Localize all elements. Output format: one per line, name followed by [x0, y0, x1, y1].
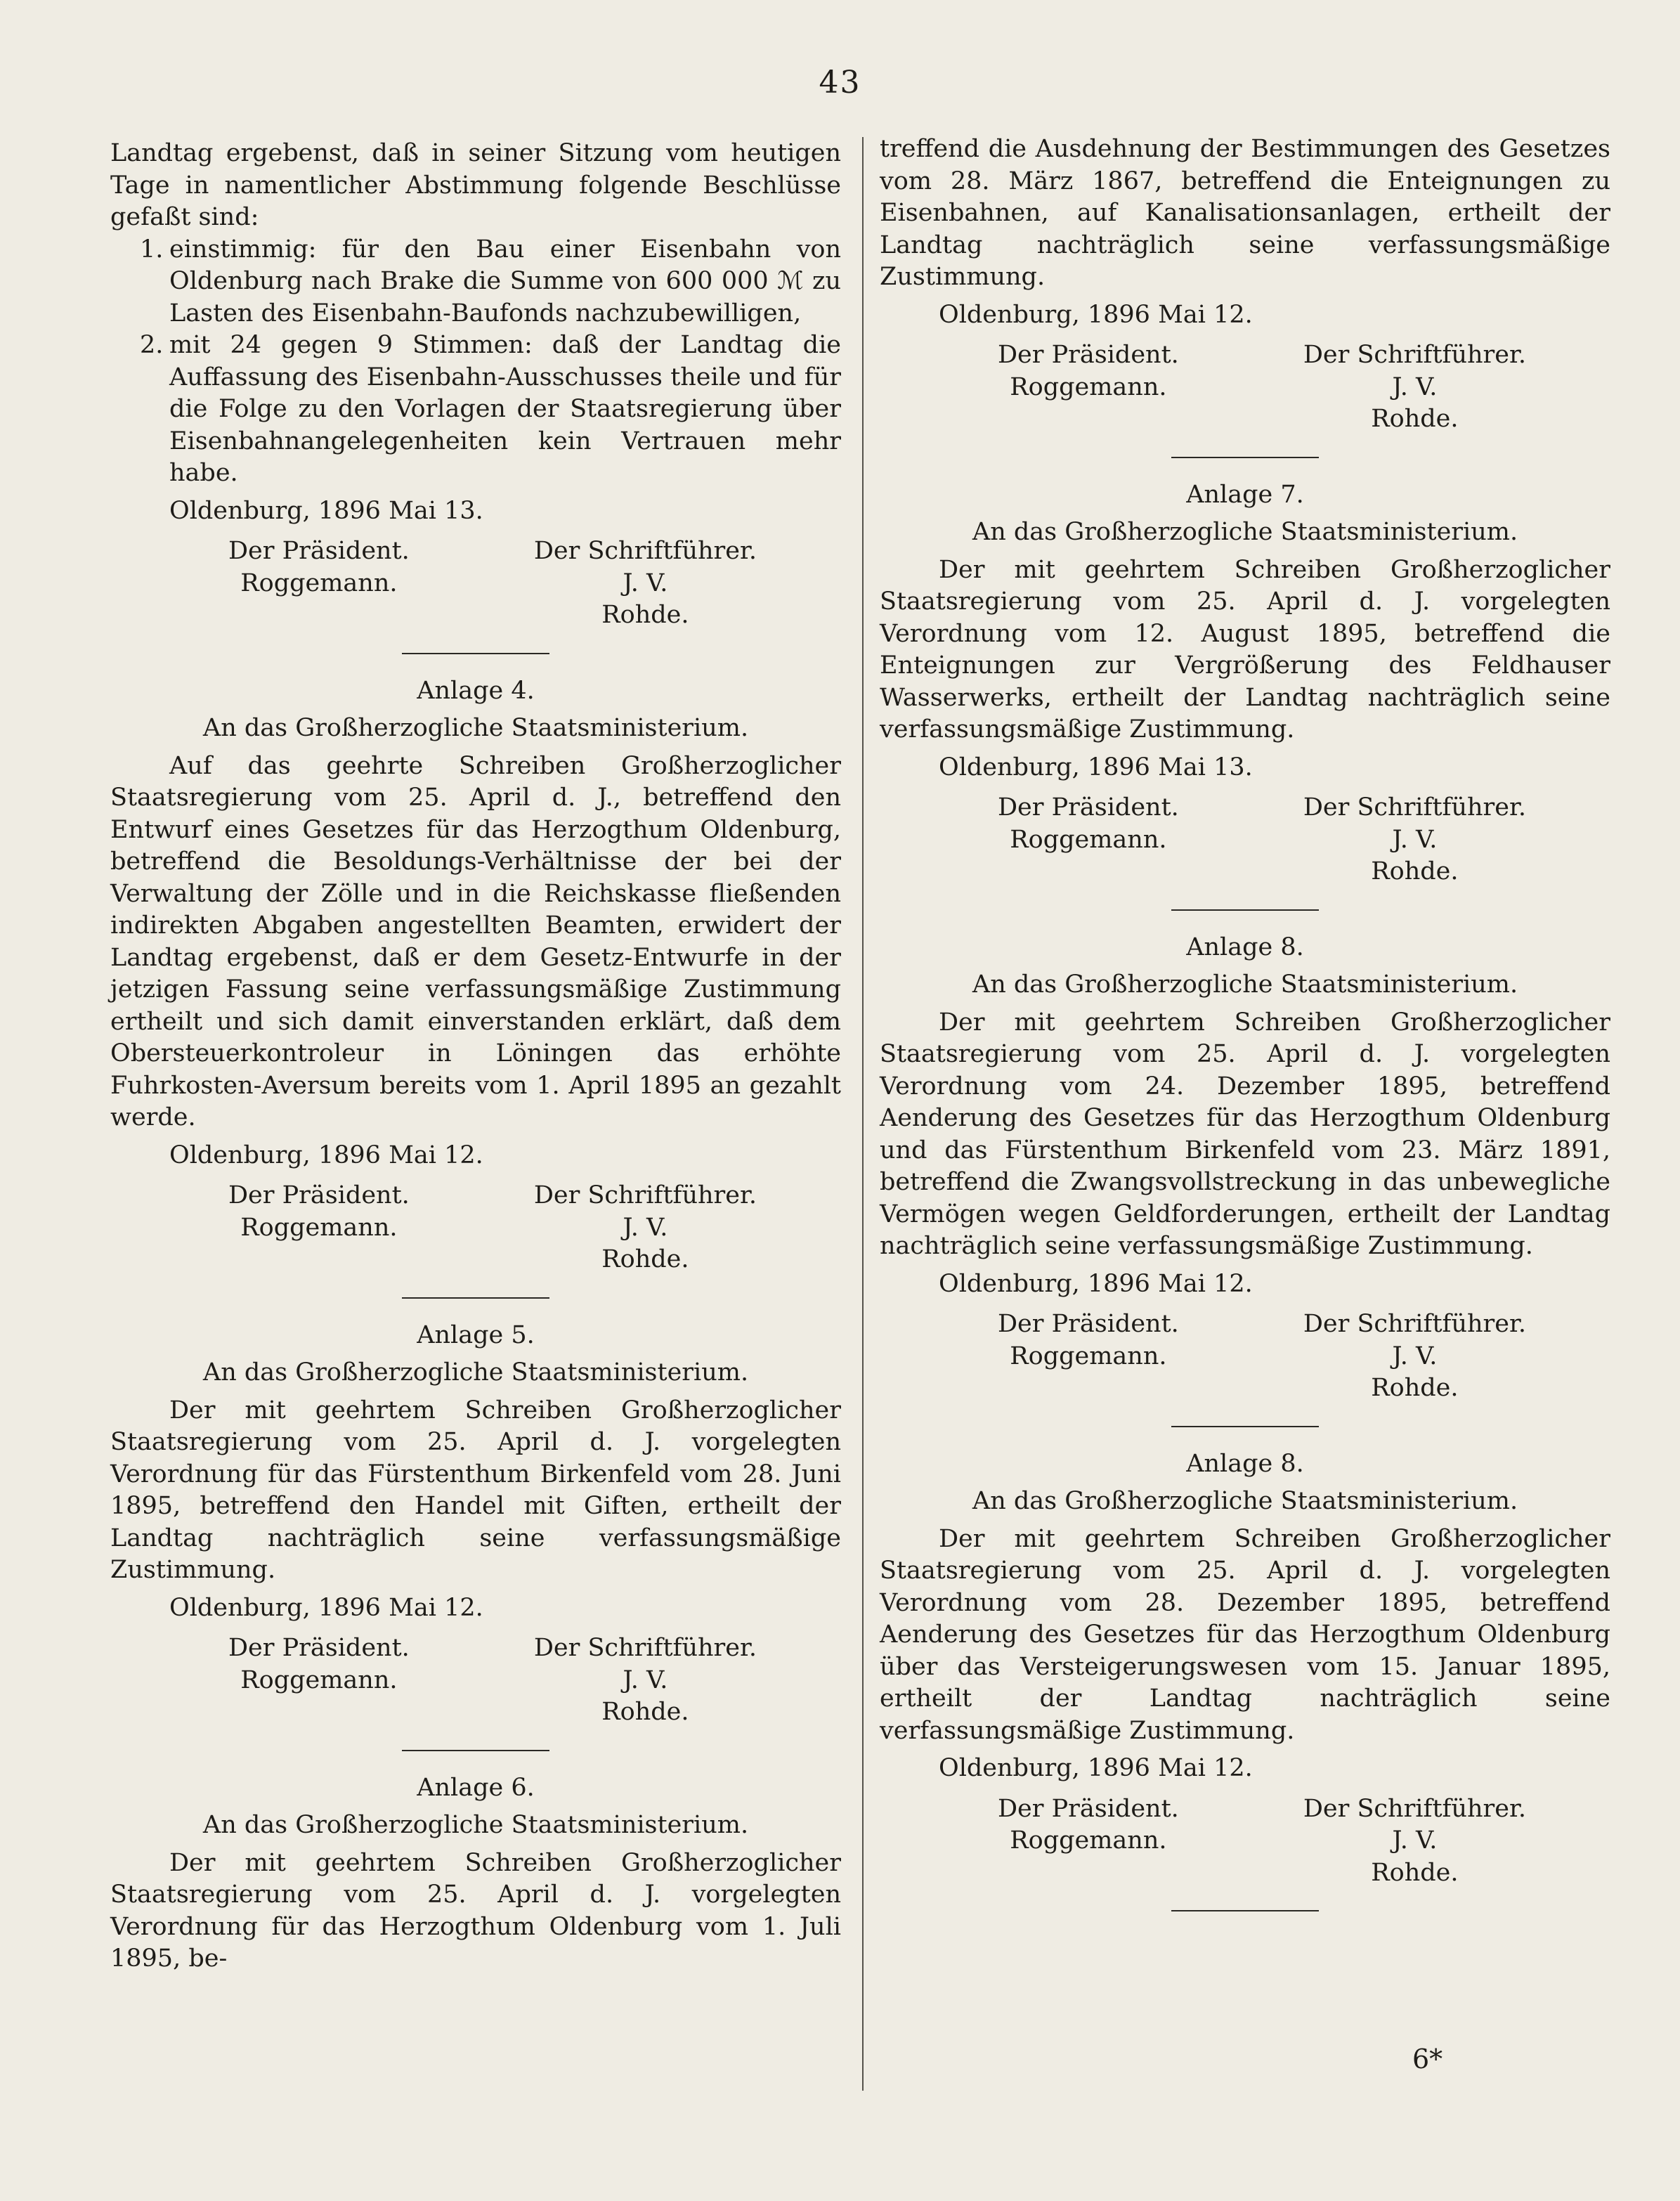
signature-block [880, 339, 1610, 436]
president-name: Roggemann. [1010, 825, 1167, 854]
secretary-title: Der Schriftführer. [533, 1181, 757, 1209]
signature-block [110, 1632, 841, 1729]
secretary-name: Rohde. [1371, 1374, 1459, 1402]
section-divider [402, 1297, 549, 1299]
secretary-abbr: J. V. [623, 1213, 668, 1242]
section-address: An das Großherzogliche Staatsministerium. [202, 1358, 749, 1387]
president-name: Roggemann. [1010, 372, 1167, 401]
secretary-title: Der Schriftführer. [1303, 1310, 1526, 1338]
signature-block [880, 1309, 1610, 1405]
list-text: einstimmig: für den Bau einer Eisenbahn von Oldenburg nach Brake die Summe von 600 000 ℳ zu Lasten des Eisenbahn-Baufonds nachzubewilligen, [169, 235, 841, 327]
president-title: Der Präsident. [998, 1310, 1179, 1338]
secretary-abbr: J. V. [1392, 1342, 1438, 1370]
left-column [110, 138, 841, 1975]
intro-paragraph: Landtag ergebenst, daß in seiner Sitzung vom heutigen Tage in namentlicher Abstimmung folgende Beschlüsse gefaßt sind: [110, 139, 841, 231]
resolution-list [110, 234, 841, 490]
dateline: Oldenburg, 1896 Mai 12. [939, 300, 1253, 329]
section-divider [402, 1750, 549, 1751]
secretary-abbr: J. V. [1392, 1826, 1438, 1855]
secretary-name: Rohde. [1371, 857, 1459, 885]
section-body-continued: treffend die Ausdehnung der Bestimmungen des Gesetzes vom 28. März 1867, betreffend die Enteignungen zu Eisenbahnen, auf Kanalisationsanlagen, ertheilt der Landtag nachträglich seine verfassungsmäßige Zustimmung. [880, 135, 1610, 291]
secretary-title: Der Schriftführer. [533, 1634, 757, 1662]
signature-mark: 6* [1412, 2044, 1443, 2075]
section-divider [1171, 909, 1319, 911]
president-title: Der Präsident. [998, 793, 1179, 822]
secretary-abbr: J. V. [623, 569, 668, 597]
president-title: Der Präsident. [998, 341, 1179, 369]
section-body: Der mit geehrtem Schreiben Großherzoglicher Staatsregierung vom 25. April d. J. vorgelegten Verordnung vom 24. Dezember 1895, betreffend Aenderung des Gesetzes für das Herzogthum Oldenburg und das Fürstenthum Birkenfeld vom 23. März 1891, betreffend die Zwangsvollstreckung in das unbewegliche Vermögen wegen Geldforderungen, ertheilt der Landtag nachträglich seine verfassungsmäßige Zustimmung. [880, 1008, 1610, 1260]
secretary-abbr: J. V. [1392, 372, 1438, 401]
section-divider [1171, 1910, 1319, 1911]
signature-block [880, 1793, 1610, 1890]
president-title: Der Präsident. [228, 1634, 410, 1662]
dateline: Oldenburg, 1896 Mai 12. [939, 1269, 1253, 1298]
secretary-title: Der Schriftführer. [533, 537, 757, 565]
signature-block [110, 535, 841, 632]
section-divider [1171, 457, 1319, 458]
section-address: An das Großherzogliche Staatsministerium. [202, 714, 749, 742]
president-title: Der Präsident. [998, 1794, 1179, 1823]
section-address: An das Großherzogliche Staatsministerium. [972, 970, 1518, 999]
section-body: Auf das geehrte Schreiben Großherzoglicher Staatsregierung vom 25. April d. J., betreffend den Entwurf eines Gesetzes für das Herzogthum Oldenburg, betreffend die Besoldungs-Verhältnisse der bei der Verwaltung der Zölle und in die Reichskasse fließenden indirekten Abgaben angestellten Beamten, erwidert der Landtag ergebenst, daß er dem Gesetz-Entwurfe in der jetzigen Fassung seine verfassungsmäßige Zustimmung ertheilt und sich damit einverstanden erklärt, daß dem Obersteuerkontroleur in Löningen das erhöhte Fuhrkosten-Aversum bereits vom 1. April 1895 an gezahlt werde. [110, 751, 841, 1131]
section-body: Der mit geehrtem Schreiben Großherzoglicher Staatsregierung vom 25. April d. J. vorgelegten Verordnung für das Fürstenthum Birkenfeld vom 28. Juni 1895, betreffend den Handel mit Giften, ertheilt der Landtag nachträglich seine verfassungsmäßige Zustimmung. [110, 1396, 841, 1584]
list-number: 1. [140, 235, 164, 264]
secretary-title: Der Schriftführer. [1303, 341, 1526, 369]
secretary-abbr: J. V. [623, 1666, 668, 1694]
section-heading: Anlage 5. [417, 1320, 535, 1349]
section-heading: Anlage 6. [417, 1773, 535, 1802]
president-name: Roggemann. [1010, 1826, 1167, 1855]
dateline: Oldenburg, 1896 Mai 12. [169, 1141, 483, 1169]
secretary-name: Rohde. [601, 601, 689, 629]
dateline: Oldenburg, 1896 Mai 12. [939, 1754, 1253, 1782]
president-name: Roggemann. [1010, 1342, 1167, 1370]
section-address: An das Großherzogliche Staatsministerium. [202, 1811, 749, 1839]
president-name: Roggemann. [240, 569, 398, 597]
section-body: Der mit geehrtem Schreiben Großherzoglicher Staatsregierung vom 25. April d. J. vorgelegten Verordnung vom 12. August 1895, betreffend die Enteignungen zur Vergrößerung des Feldhauser Wasserwerks, ertheilt der Landtag nachträglich seine verfassungsmäßige Zustimmung. [880, 555, 1610, 744]
secretary-title: Der Schriftführer. [1303, 793, 1526, 822]
list-number: 2. [140, 331, 164, 359]
section-heading: Anlage 4. [417, 676, 535, 705]
secretary-name: Rohde. [601, 1698, 689, 1726]
president-title: Der Präsident. [228, 1181, 410, 1209]
signature-block [110, 1180, 841, 1276]
list-item [110, 330, 841, 490]
secretary-abbr: J. V. [1392, 825, 1438, 854]
section-divider [402, 653, 549, 654]
section-address: An das Großherzogliche Staatsministerium. [972, 518, 1518, 546]
president-name: Roggemann. [240, 1213, 398, 1242]
section-address: An das Großherzogliche Staatsministerium. [972, 1487, 1518, 1515]
list-item [110, 234, 841, 330]
dateline: Oldenburg, 1896 Mai 12. [169, 1593, 483, 1622]
section-heading: Anlage 8. [1186, 933, 1304, 961]
section-heading: Anlage 8. [1186, 1449, 1304, 1478]
secretary-title: Der Schriftführer. [1303, 1794, 1526, 1823]
column-divider [862, 137, 864, 2091]
right-column [880, 134, 1610, 1933]
secretary-name: Rohde. [601, 1245, 689, 1273]
secretary-name: Rohde. [1371, 1858, 1459, 1887]
dateline: Oldenburg, 1896 Mai 13. [939, 753, 1253, 781]
dateline: Oldenburg, 1896 Mai 13. [169, 496, 483, 525]
section-body: Der mit geehrtem Schreiben Großherzoglicher Staatsregierung vom 25. April d. J. vorgelegten Verordnung vom 28. Dezember 1895, betreffend Aenderung des Gesetzes für das Herzogthum Oldenburg über das Versteigerungswesen vom 15. Januar 1895, ertheilt der Landtag nachträglich seine verfassungsmäßige Zustimmung. [880, 1524, 1610, 1745]
list-text: mit 24 gegen 9 Stimmen: daß der Landtag die Auffassung des Eisenbahn-Ausschusses theile und für die Folge zu den Vorlagen der Staatsregierung über Eisenbahnangelegenheiten kein Vertrauen mehr habe. [169, 331, 841, 487]
president-name: Roggemann. [240, 1666, 398, 1694]
signature-block [880, 792, 1610, 888]
secretary-name: Rohde. [1371, 405, 1459, 433]
president-title: Der Präsident. [228, 537, 410, 565]
section-body: Der mit geehrtem Schreiben Großherzoglicher Staatsregierung vom 25. April d. J. vorgelegten Verordnung für das Herzogthum Oldenburg vom 1. Juli 1895, be- [110, 1848, 841, 1973]
section-heading: Anlage 7. [1186, 480, 1304, 509]
section-divider [1171, 1426, 1319, 1427]
page-number: 43 [819, 65, 861, 100]
